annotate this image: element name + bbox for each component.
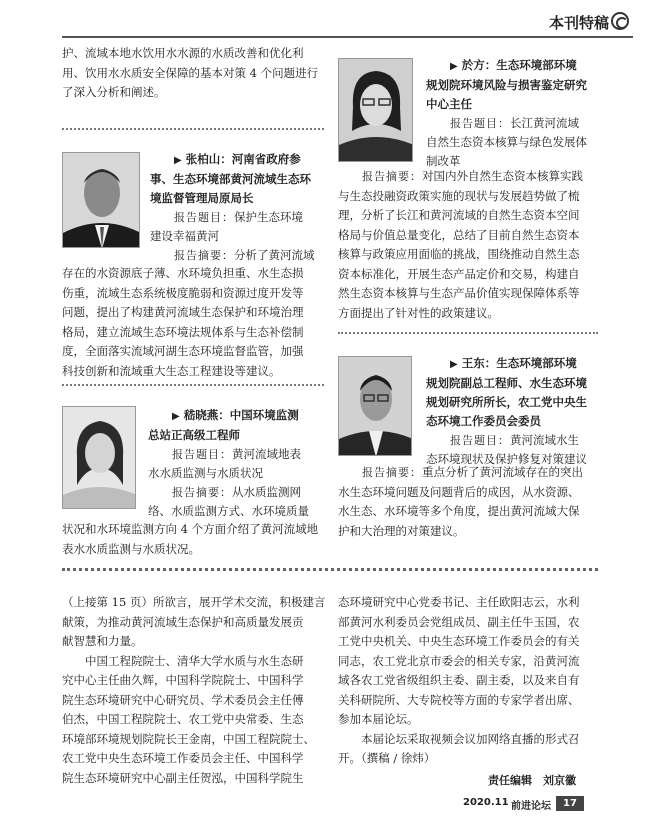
speaker-wang-summary: 报告摘要：重点分析了黄河流域存在的突出 水生态环境问题及问题背后的成因，从水资源、 水生态、水环境等多个角度，提出黄河流域大保 护和大治理的对策建议。 xyxy=(338,465,583,538)
divider xyxy=(62,384,324,386)
text-line: 护、流域本地水饮用水水源的水质改善和优化利 xyxy=(62,46,304,60)
portrait-ji xyxy=(62,406,136,509)
text-line: 了深入分析和阐述。 xyxy=(62,85,166,99)
triangle-icon: ▶ xyxy=(172,411,180,422)
speaker-zhang: ▶ 张柏山：河南省政府参 事、生态环境部黄河流域生态环 境监督管理局原局长 报告题目：保护生态环境 建设幸福黄河 报告摘要：分析了黄河流域 xyxy=(150,152,315,262)
portrait-wang xyxy=(338,356,412,456)
responsible-editor: 责任编辑 刘京徽 xyxy=(488,773,576,787)
speaker-ji-summary: 状况和水环境监测方向 4 个方面介绍了黄河流域地 表水水质监测与水质状况。 xyxy=(62,522,319,556)
triangle-icon: ▶ xyxy=(450,61,458,72)
portrait-zhang xyxy=(62,152,140,248)
header-rule xyxy=(62,36,633,38)
issue-date: 2020.11 xyxy=(463,797,509,808)
speaker-yu-summary: 报告摘要：对国内外自然生态资本核算实践 与生态投融资政策实施的现状与发展趋势做了梳 理，分析了长江和黄河流域的自然生态资本空间 格局与价值总量变化，总结了目前自然生态资本 核算与政策应用面临的挑战，围绕推动自然生态 资本标准化，开展生态产品定价和交易，构建自 然生态资本核算与生态产品价值实现保障体系等 方面提出了针对性的政策建议。 xyxy=(338,169,583,320)
triangle-icon: ▶ xyxy=(174,155,182,166)
page-number: 17 xyxy=(556,796,584,811)
triangle-icon: ▶ xyxy=(450,359,458,370)
speaker-yu: ▶ 於方：生态环境部环境 规划院环境风险与损害鉴定研究 中心主任 报告题目：长江黄河流域 自然生态资本核算与绿色发展体 制改革 xyxy=(426,58,587,168)
divider xyxy=(62,128,324,130)
text-line: 用、饮用水水质安全保障的基本对策 4 个问题进行 xyxy=(62,65,319,80)
section-divider xyxy=(62,568,598,571)
section-title: 本刊特稿 xyxy=(548,14,609,32)
speaker-wang: ▶ 王东：生态环境部环境 规划院副总工程师、水生态环境 规划研究所所长，农工党中央生 态环境工作委员会委员 报告题目：黄河流域水生 态环境现状及保护修复对策建议 xyxy=(426,356,587,466)
magazine-name: 前进论坛 xyxy=(511,801,551,812)
magazine-logo-icon xyxy=(611,12,629,30)
speaker-ji: ▶ 嵇晓燕：中国环境监测 总站正高级工程师 报告题目：黄河流域地表 水水质监测与水质状况 报告摘要：从水质监测网 络、水质监测方式、水环境质量 xyxy=(148,408,309,518)
divider xyxy=(338,332,598,334)
portrait-yu xyxy=(338,58,413,162)
intro-tail-paragraph xyxy=(62,44,322,103)
speaker-zhang-summary: 存在的水资源底子薄、水环境负担重、水生态损 伤重，流域生态系统极度脆弱和资源过度开发等 问题，提出了构建黄河流域生态保护和环境治理 格局，建立流域生态环境法规体系与生态补偿制 度，全面落实流域河湖生态环境监督监管，加强 科技创新和流域重大生态工程建设等建议。 xyxy=(62,266,304,378)
continuation-left-column: （上接第 15 页）所欲言，展开学术交流，积极建言 献策，为推动黄河流域生态保护和高质量发展贡 献智慧和力量。 中国工程院院士、清华大学水质与水生态研 究中心主任曲久辉，中国科学院院士、中国科学 院生态环境研究中心研究员、学术委员会主任傅 伯杰，中国工程院院士、农工党中央常委、生态 环境部环境规划院院长王金南，中国工程院院士、 农工党中央生态环境工作委员会主任、中国科学 院生态环境研究中心副主任贺泓，中国科学院生 xyxy=(62,595,326,785)
continuation-right-column: 态环境研究中心党委书记、主任欧阳志云，水利 部黄河水利委员会党组成员、副主任牛玉国，农 工党中央机关、中央生态环境工作委员会的有关 同志，农工党北京市委会的相关专家，沿黄河流 域各农工党省级组织主委、副主委，以及来自有 关科研院所、大专院校等方面的专家学者出席、 参加本届论坛。 本届论坛采取视频会议加网络直播的形式召 开。（撰稿 / 徐炜） 责任编辑 刘京徽 xyxy=(338,593,600,790)
